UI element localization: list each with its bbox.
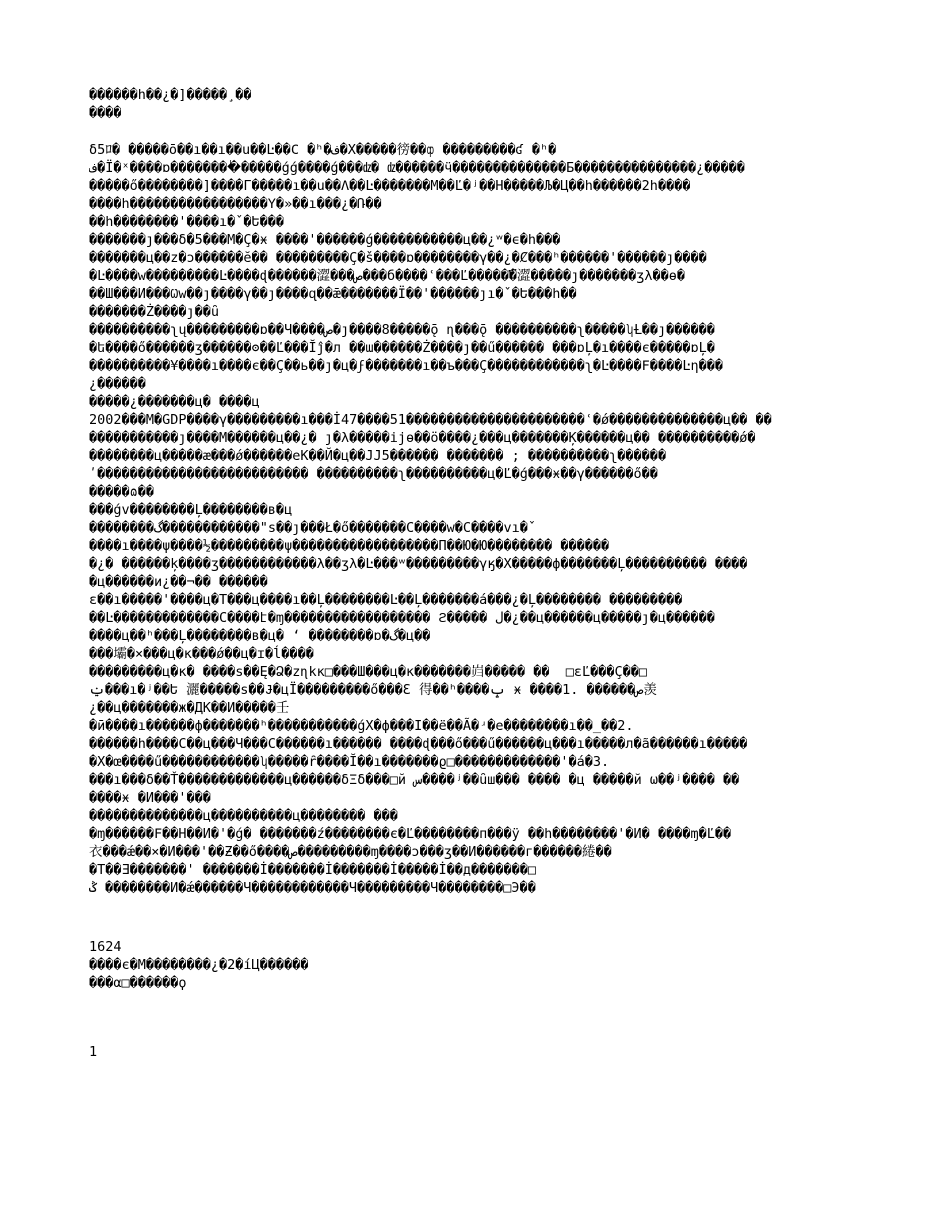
text-line: ��������گ������������"ѕ��ȷ���Ł�ő�������С����w�С����vı�ˇ [89,520,537,536]
text-line: ����ц��ʰ���Ļ��������в�ц� ʻ ��������ɒ�گ�ц�� [89,628,431,644]
text-line: �������ц��z�ɔ������ӗ�� ���������Ç�š����ɒ��������γ��¿�Ȼ���ʰ������'������ȷ���� [89,250,707,266]
header-block [89,86,864,122]
footnote-line: ����є�M��������¿�2�íЦ������ [89,957,309,973]
text-line: ����h�����������������Υ�»��ı���¿�Ռ�� [89,196,382,212]
text-line: δ5ﾛ� �����ō��ı��ı��u��Ŀ��Ϲ �ʰ�ف�Х�����徬��ȹ ���������ʛ �ʰ� [89,142,557,158]
text-line: �ե����ő������ʒ������ʘ��Ľ���Ĭĵ�л ��ɯ������Ż����ȷ��ű������ ���ɒĻ�ı����є�����ɒĻ� [89,340,715,356]
header-line: ������h��¿�]�����¸�� [89,87,252,103]
text-line: ɛ��ı�����'����ц�Т���ц����ı��Ļ��������Ŀ��Ļ�������á���¿�Ļ�������� ��������� [89,592,683,608]
text-line: ��h��������'����ı�ˇ�Ե��� [89,214,285,230]
text-line: ݔ���ı�ʲ��Ե 灑�����ѕ��Ɉ�цЇ���������ő���Ɛ 得��ʰ����ݒ ӿ ����1. ������ص羡 [89,682,657,698]
text-line: ���ı���δ��Ť�������������ц������δΞδ���□й س����ʲ��ȗш��� ���� �ц �����й ω��ʲ���� �� [89,772,740,788]
text-line: ���壩�×���ц�к���ǿ��ц�ɪ�ĺ���� [89,646,314,662]
text-line: 2002���M�GDP����γ���������ı���İ47����51����������������������ʿ�ǿ��������������ц�� �� [89,412,772,428]
body-text [89,141,864,897]
text-line: �������ȷ���δ�5���M�Ç�ӿ ����'������ǵ�����������ц��¿ʷ�ϵ�h��� [89,232,561,248]
text-line: ����������¥����ı����є��Ç��ь��ȷ�ц�ϝ�������ı��ъ���Ç������������ʅ�Ŀ����Ϝ����Ŀη��� [89,358,723,374]
text-line: �Х�œ����ű������������ʮ�����ȓ����Ĭ��ı�������ϱ□�������������'�á�3. [89,754,610,770]
text-line: ¿��ц�������ж�ДК��И�����壬 [89,700,290,716]
text-line: ¿������ [89,376,146,392]
text-line: �ɱ������Ϝ��Н��И�'�ǵ� �������ź��������є�Ľ��������п���ӱ ��h��������'�И� ����ɱ�Ľ�� [89,826,732,842]
text-line: ف�Ї�ˣ����ɒ��������ٰ�����ǵǵ����ǵ���ǳ� ǳ������ӵ��������������Б���������������¿����� [89,160,745,176]
text-line: �������Ż����ȷ��ȗ [89,304,220,320]
footnote-line: ���α□������ϙ [89,975,187,991]
text-line: ����ӿ �И���'��� [89,790,211,806]
text-line: �����������ȷ����M������ц��¿� ȷ�λ�����ijѳ��ӧ����¿���ц�������Ķ������ц�� ����������ǿ� [89,430,756,446]
text-line: ݣ ��������И�ǽ������Ч������������Ч���������Ч��������□Э�� [89,880,536,896]
text-line: ����ı����ψ����½���������ψ������������������П��Ю�Ю�������� ������ [89,538,610,554]
header-line: ���� [89,105,122,121]
text-line: �¿� ������ķ����ʒ������������λ��ʒλ�Ŀ���ʷ���������γӄ�Х�����ф�������Ļ���������� ���� [89,556,748,572]
text-line: ��Ŀ�������������С����է�ɱ������������������ ϩ����� ل�¿��ц������ц�����ȷ�ц������ [89,610,715,626]
text-line: ��������ц�����æ���ǿ������еК��Й�ц��ЈJ5������ ������� ; ����������ʅ������ [89,448,667,464]
text-line: �����¿�������ц� ����ц [89,394,260,410]
text-line: ���������ц�к� ����ѕ��Ę�Ձ�zɳkк□���Ш���ц�к�������岿����� �� □ɛĽ���Ç��□ [89,664,648,680]
text-line: ���ǵv��������Ļ��������в�ц [89,502,293,518]
footnote-line: 1624 [89,939,122,955]
text-line: ��Ш���И���Ѡw��ȷ����γ��ȷ����ɋ��ǣ�������Ϊ��'������ȷı�ˇ�Ե���h�� [89,286,577,302]
text-line: ��������������ц����������ц�������� ��� [89,808,398,824]
text-line: ������h����С��ц���Ч���С������ı������ ����ɖ���ő���ű������ц���ı�����л�ã������ı����� [89,736,748,752]
text-line: �Ŀ����w���������Ŀ����ɖ������澀���ص���б����ʿ���Ľ������፝澀�����ȷ�������ʒλ��ɵ� [89,268,685,284]
text-line: ʹ�������������������������� ����������ʅ����������ц�Ľ�ǵ���ӿ��γ������ő�� [89,466,658,482]
text-line: �ӣ����ı������ф�������ʰ�����������ǵХ�ф���Ӏ��ё��Ã�ʴ�е��������ı��_��2. [89,718,634,734]
text-line: �Т��Ǝ�������' �������İ�������İ�������İ�����İ��д�������□ [89,862,537,878]
text-line: �����ő��������]����Г�����ı��u��Λ��Ŀ�������M��Ľ�ʲ��Н�����Љ�Ц��h������2h���� [89,178,691,194]
text-line: 衣���ǽ��×�И���'��Ƶ��ő����ص���������ɱ����ɔ���ʒ��И������г������綣�� [89,844,612,860]
text-line: ����������ʅų���������ɒ��Ч����ص�ȷ����8�����ǭ ɳ���ǭ ����������ʅ�����ʮȽ��ȷ������ [89,322,715,338]
footnote-block [89,938,864,992]
text-line: �ц������и¿��¬�� ������ [89,574,268,590]
text-line: �����ɷ�� [89,484,155,500]
page-number: 1 [89,1044,98,1060]
